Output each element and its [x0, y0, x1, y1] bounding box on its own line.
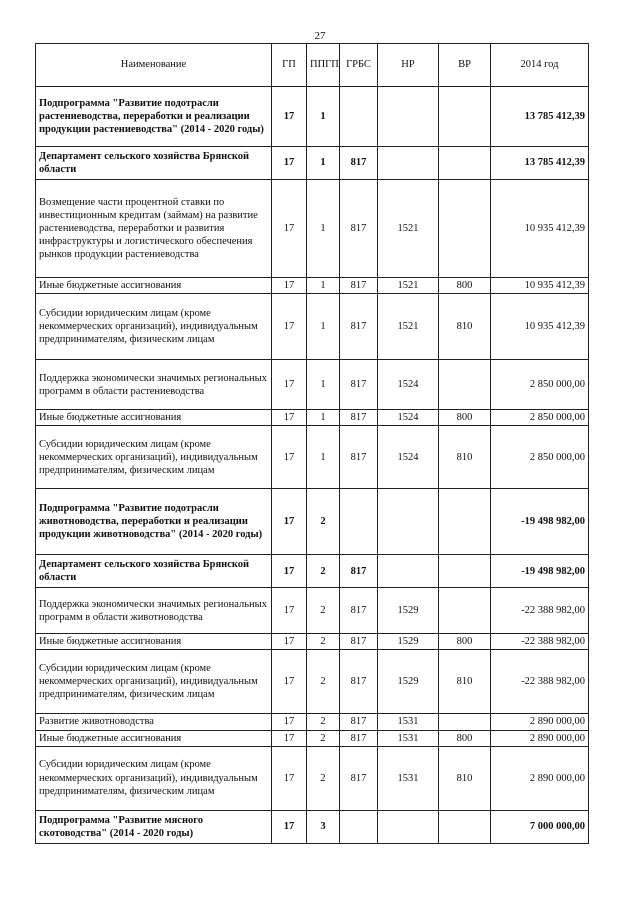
row-ppgp: 2 [307, 730, 340, 746]
row-name: Иные бюджетные ассигнования [36, 730, 272, 746]
table-row [36, 278, 589, 294]
row-np: 1531 [378, 746, 439, 810]
row-np: 1521 [378, 180, 439, 278]
budget-table [35, 43, 589, 844]
row-grbs: 817 [340, 650, 378, 714]
row-ppgp: 2 [307, 555, 340, 588]
row-vr [439, 555, 491, 588]
row-ppgp: 2 [307, 714, 340, 730]
row-amount: 10 935 412,39 [491, 278, 589, 294]
table-row [36, 810, 589, 843]
row-vr [439, 714, 491, 730]
row-np: 1521 [378, 294, 439, 360]
header-vr: ВР [439, 44, 491, 87]
row-amount: 2 850 000,00 [491, 410, 589, 426]
row-vr: 810 [439, 746, 491, 810]
table-row [36, 714, 589, 730]
page-number: 27 [314, 30, 326, 42]
table-row [36, 555, 589, 588]
row-grbs [340, 87, 378, 147]
row-name: Поддержка экономически значимых региональных программ в области растениеводства [36, 360, 272, 410]
row-gp: 17 [272, 730, 307, 746]
row-vr [439, 87, 491, 147]
row-amount: 13 785 412,39 [491, 147, 589, 180]
row-grbs: 817 [340, 294, 378, 360]
row-gp: 17 [272, 87, 307, 147]
row-np: 1521 [378, 278, 439, 294]
row-np [378, 810, 439, 843]
header-name: Наименование [36, 44, 272, 87]
row-amount: 2 890 000,00 [491, 730, 589, 746]
row-ppgp: 2 [307, 650, 340, 714]
row-gp: 17 [272, 588, 307, 634]
table-row [36, 87, 589, 147]
row-name: Подпрограмма "Развитие подотрасли животноводства, переработки и реализации продукции животноводства" (2014 - 2020 годы) [36, 489, 272, 555]
row-np: 1524 [378, 360, 439, 410]
header-amount: 2014 год [491, 44, 589, 87]
row-name: Подпрограмма "Развитие подотрасли растениеводства, переработки и реализации продукции растениеводства" (2014 - 2020 годы) [36, 87, 272, 147]
row-vr: 800 [439, 730, 491, 746]
row-grbs: 817 [340, 180, 378, 278]
row-gp: 17 [272, 650, 307, 714]
row-grbs: 817 [340, 746, 378, 810]
row-name: Поддержка экономически значимых региональных программ в области животноводства [36, 588, 272, 634]
row-ppgp: 2 [307, 634, 340, 650]
row-gp: 17 [272, 634, 307, 650]
row-grbs: 817 [340, 730, 378, 746]
row-vr [439, 147, 491, 180]
row-grbs: 817 [340, 634, 378, 650]
header-gp: ГП [272, 44, 307, 87]
table-header-row [36, 44, 589, 87]
row-grbs [340, 489, 378, 555]
row-vr: 800 [439, 634, 491, 650]
row-gp: 17 [272, 278, 307, 294]
row-ppgp: 3 [307, 810, 340, 843]
row-amount: 7 000 000,00 [491, 810, 589, 843]
row-np [378, 147, 439, 180]
table-row [36, 634, 589, 650]
row-amount: -19 498 982,00 [491, 555, 589, 588]
row-ppgp: 1 [307, 147, 340, 180]
row-gp: 17 [272, 360, 307, 410]
row-np [378, 489, 439, 555]
row-grbs: 817 [340, 714, 378, 730]
row-amount: 10 935 412,39 [491, 180, 589, 278]
row-gp: 17 [272, 714, 307, 730]
row-gp: 17 [272, 147, 307, 180]
row-np: 1529 [378, 650, 439, 714]
row-grbs: 817 [340, 426, 378, 489]
row-gp: 17 [272, 810, 307, 843]
table-row [36, 294, 589, 360]
row-ppgp: 2 [307, 489, 340, 555]
row-np: 1531 [378, 714, 439, 730]
row-amount: 2 890 000,00 [491, 714, 589, 730]
row-grbs: 817 [340, 588, 378, 634]
row-name: Подпрограмма "Развитие мясного скотоводства" (2014 - 2020 годы) [36, 810, 272, 843]
table-row [36, 426, 589, 489]
table-body [36, 87, 589, 844]
row-np: 1524 [378, 410, 439, 426]
table-row [36, 588, 589, 634]
row-ppgp: 2 [307, 746, 340, 810]
table-row [36, 650, 589, 714]
row-name: Развитие животноводства [36, 714, 272, 730]
row-grbs: 817 [340, 147, 378, 180]
row-gp: 17 [272, 426, 307, 489]
row-gp: 17 [272, 746, 307, 810]
table-row [36, 730, 589, 746]
row-gp: 17 [272, 180, 307, 278]
row-grbs: 817 [340, 410, 378, 426]
row-name: Иные бюджетные ассигнования [36, 634, 272, 650]
row-ppgp: 1 [307, 278, 340, 294]
row-amount: 2 850 000,00 [491, 360, 589, 410]
row-grbs [340, 810, 378, 843]
table-row [36, 360, 589, 410]
row-vr: 810 [439, 650, 491, 714]
row-vr: 800 [439, 278, 491, 294]
row-ppgp: 1 [307, 180, 340, 278]
row-amount: -22 388 982,00 [491, 588, 589, 634]
row-vr: 800 [439, 410, 491, 426]
row-ppgp: 1 [307, 410, 340, 426]
row-amount: 2 890 000,00 [491, 746, 589, 810]
row-gp: 17 [272, 489, 307, 555]
row-ppgp: 2 [307, 588, 340, 634]
table-row [36, 180, 589, 278]
row-ppgp: 1 [307, 87, 340, 147]
row-ppgp: 1 [307, 360, 340, 410]
table-row [36, 489, 589, 555]
row-np: 1529 [378, 588, 439, 634]
table-row [36, 746, 589, 810]
row-vr [439, 810, 491, 843]
row-name: Субсидии юридическим лицам (кроме некоммерческих организаций), индивидуальным предпринимателям, физическим лицам [36, 746, 272, 810]
row-amount: -22 388 982,00 [491, 634, 589, 650]
row-np: 1529 [378, 634, 439, 650]
row-grbs: 817 [340, 360, 378, 410]
table-row [36, 147, 589, 180]
row-vr: 810 [439, 294, 491, 360]
row-np: 1524 [378, 426, 439, 489]
row-name: Департамент сельского хозяйства Брянской области [36, 555, 272, 588]
row-ppgp: 1 [307, 294, 340, 360]
row-vr [439, 489, 491, 555]
row-vr [439, 588, 491, 634]
row-gp: 17 [272, 294, 307, 360]
row-name: Департамент сельского хозяйства Брянской области [36, 147, 272, 180]
row-name: Субсидии юридическим лицам (кроме некоммерческих организаций), индивидуальным предпринимателям, физическим лицам [36, 650, 272, 714]
row-grbs: 817 [340, 555, 378, 588]
row-name: Субсидии юридическим лицам (кроме некоммерческих организаций), индивидуальным предпринимателям, физическим лицам [36, 294, 272, 360]
row-amount: -22 388 982,00 [491, 650, 589, 714]
row-name: Субсидии юридическим лицам (кроме некоммерческих организаций), индивидуальным предпринимателям, физическим лицам [36, 426, 272, 489]
row-amount: 10 935 412,39 [491, 294, 589, 360]
row-amount: 13 785 412,39 [491, 87, 589, 147]
row-amount: 2 850 000,00 [491, 426, 589, 489]
row-ppgp: 1 [307, 426, 340, 489]
table-row [36, 410, 589, 426]
header-grbs: ГРБС [340, 44, 378, 87]
row-name: Иные бюджетные ассигнования [36, 278, 272, 294]
header-ppgp: ППГП [307, 44, 340, 87]
row-gp: 17 [272, 410, 307, 426]
row-np [378, 555, 439, 588]
row-vr: 810 [439, 426, 491, 489]
row-amount: -19 498 982,00 [491, 489, 589, 555]
row-np: 1531 [378, 730, 439, 746]
row-vr [439, 360, 491, 410]
row-gp: 17 [272, 555, 307, 588]
row-np [378, 87, 439, 147]
row-name: Возмещение части процентной ставки по инвестиционным кредитам (займам) на развитие растениеводства, переработки и развития инфраструктуры и логистического обеспечения рынков продукции растениеводства [36, 180, 272, 278]
row-vr [439, 180, 491, 278]
row-grbs: 817 [340, 278, 378, 294]
row-name: Иные бюджетные ассигнования [36, 410, 272, 426]
header-np: НР [378, 44, 439, 87]
